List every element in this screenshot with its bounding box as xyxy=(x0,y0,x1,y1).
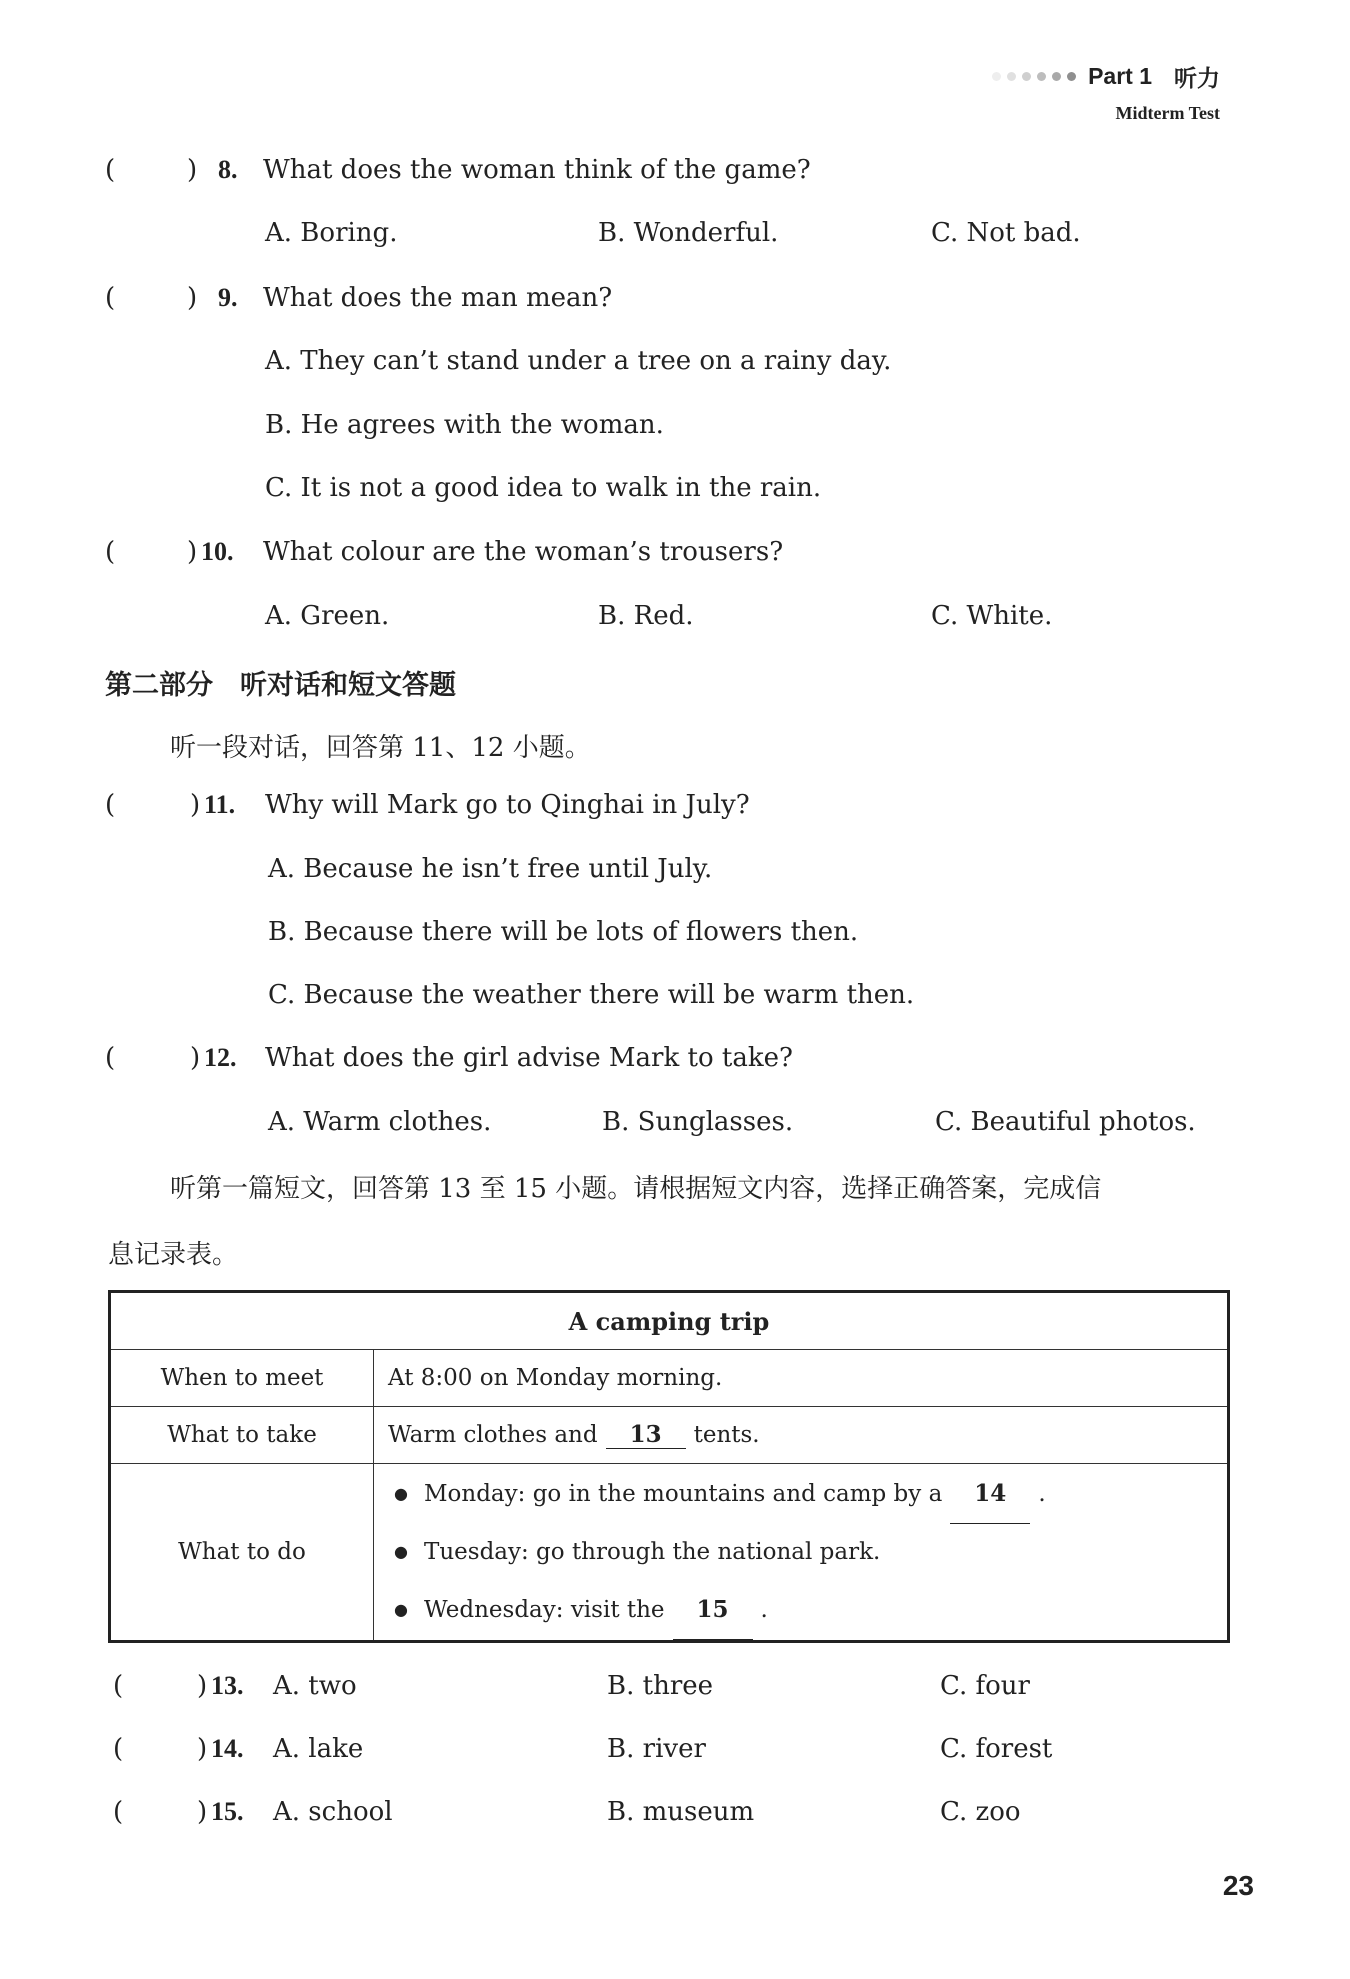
table-row xyxy=(110,1407,1229,1464)
question-number: 13. xyxy=(211,1671,244,1700)
page-header xyxy=(992,60,1220,124)
option-a: A. Green. xyxy=(265,601,390,631)
question-text: What colour are the woman’s trousers? xyxy=(263,537,784,567)
part-title-cn: 听力 xyxy=(1174,66,1220,92)
dot-icon xyxy=(992,72,1001,81)
option-a: A. Warm clothes. xyxy=(268,1107,492,1137)
option-c: C. White. xyxy=(931,601,1053,631)
list-item xyxy=(388,1523,1226,1581)
header-subtitle: Midterm Test xyxy=(1115,103,1220,123)
instruction-text: 听一段对话，回答第 11、12 小题。 xyxy=(170,733,591,763)
dot-icon xyxy=(1067,72,1076,81)
option-a: A. two xyxy=(273,1671,357,1701)
answer-paren-left: ( xyxy=(105,537,116,567)
answer-paren-left: ( xyxy=(113,1671,124,1701)
question-number: 11. xyxy=(204,790,236,819)
value-text: tents. xyxy=(693,1422,760,1448)
option-c: C. Not bad. xyxy=(931,218,1081,248)
option-b: B. He agrees with the woman. xyxy=(265,410,664,440)
row-key: When to meet xyxy=(110,1350,374,1407)
row-value xyxy=(374,1464,1229,1642)
answer-paren-left: ( xyxy=(105,155,116,185)
row-value: At 8:00 on Monday morning. xyxy=(374,1350,1229,1407)
option-c: C. It is not a good idea to walk in the rain. xyxy=(265,473,822,503)
question-text: What does the woman think of the game? xyxy=(263,155,811,185)
dot-icon xyxy=(1052,72,1061,81)
section-heading: 第二部分 听对话和短文答题 xyxy=(105,670,456,701)
item-text: Wednesday: visit the xyxy=(424,1597,665,1623)
item-text: Tuesday: go through the national park. xyxy=(424,1539,881,1565)
row-key: What to take xyxy=(110,1407,374,1464)
option-c: C. zoo xyxy=(940,1797,1021,1827)
answer-paren-left: ( xyxy=(105,790,116,820)
answer-paren-right: ) xyxy=(190,1043,201,1073)
list-item xyxy=(388,1465,1226,1523)
answer-paren-right: ) xyxy=(187,283,198,313)
option-c: C. Because the weather there will be warm then. xyxy=(268,980,915,1010)
instruction-text: 听第一篇短文，回答第 13 至 15 小题。请根据短文内容，选择正确答案，完成信 xyxy=(170,1174,1102,1204)
question-number: 8. xyxy=(218,155,238,184)
option-b: B. Sunglasses. xyxy=(602,1107,794,1137)
blank-13: 13 xyxy=(606,1421,686,1449)
answer-paren-right: ) xyxy=(197,1797,208,1827)
question-text: What does the girl advise Mark to take? xyxy=(265,1043,793,1073)
question-number: 9. xyxy=(218,283,238,312)
page-number: 23 xyxy=(1222,1870,1254,1901)
instruction-text-continued: 息记录表。 xyxy=(108,1240,239,1270)
option-b: B. river xyxy=(607,1734,706,1764)
answer-paren-left: ( xyxy=(105,1043,116,1073)
answer-paren-right: ) xyxy=(197,1734,208,1764)
option-a: A. Boring. xyxy=(265,218,398,248)
question-number: 12. xyxy=(204,1043,237,1072)
dot-icon xyxy=(1037,72,1046,81)
decorative-dots xyxy=(992,72,1076,81)
answer-paren-right: ) xyxy=(190,790,201,820)
answer-paren-left: ( xyxy=(113,1797,124,1827)
dot-icon xyxy=(1007,72,1016,81)
option-c: C. forest xyxy=(940,1734,1053,1764)
answer-paren-right: ) xyxy=(187,155,198,185)
answer-paren-left: ( xyxy=(113,1734,124,1764)
option-b: B. Red. xyxy=(598,601,694,631)
table-title: A camping trip xyxy=(110,1292,1229,1350)
todo-list xyxy=(388,1465,1226,1639)
item-text: . xyxy=(1038,1481,1046,1507)
table-row xyxy=(110,1464,1229,1642)
question-text: Why will Mark go to Qinghai in July? xyxy=(265,790,750,820)
row-key: What to do xyxy=(110,1464,374,1642)
option-b: B. museum xyxy=(607,1797,755,1827)
option-c: C. Beautiful photos. xyxy=(935,1107,1196,1137)
blank-14: 14 xyxy=(950,1465,1030,1524)
table-row xyxy=(110,1350,1229,1407)
option-b: B. Because there will be lots of flowers then. xyxy=(268,917,859,947)
option-b: B. Wonderful. xyxy=(598,218,779,248)
option-a: A. Because he isn’t free until July. xyxy=(268,854,713,884)
option-a: A. school xyxy=(273,1797,393,1827)
list-item xyxy=(388,1581,1226,1639)
part-label: Part 1 xyxy=(1088,63,1152,89)
answer-paren-right: ) xyxy=(197,1671,208,1701)
item-text: . xyxy=(760,1597,768,1623)
question-number: 10. xyxy=(201,537,234,566)
option-b: B. three xyxy=(607,1671,714,1701)
answer-paren-right: ) xyxy=(187,537,198,567)
item-text: Monday: go in the mountains and camp by a xyxy=(424,1481,943,1507)
answer-paren-left: ( xyxy=(105,283,116,313)
option-a: A. lake xyxy=(273,1734,364,1764)
value-text: Warm clothes and xyxy=(388,1422,598,1448)
row-value xyxy=(374,1407,1229,1464)
option-c: C. four xyxy=(940,1671,1030,1701)
option-a: A. They can’t stand under a tree on a rainy day. xyxy=(265,346,892,376)
blank-15: 15 xyxy=(673,1581,753,1640)
question-number: 15. xyxy=(211,1797,244,1826)
question-text: What does the man mean? xyxy=(263,283,613,313)
question-number: 14. xyxy=(211,1734,244,1763)
camping-trip-table xyxy=(108,1290,1230,1643)
dot-icon xyxy=(1022,72,1031,81)
